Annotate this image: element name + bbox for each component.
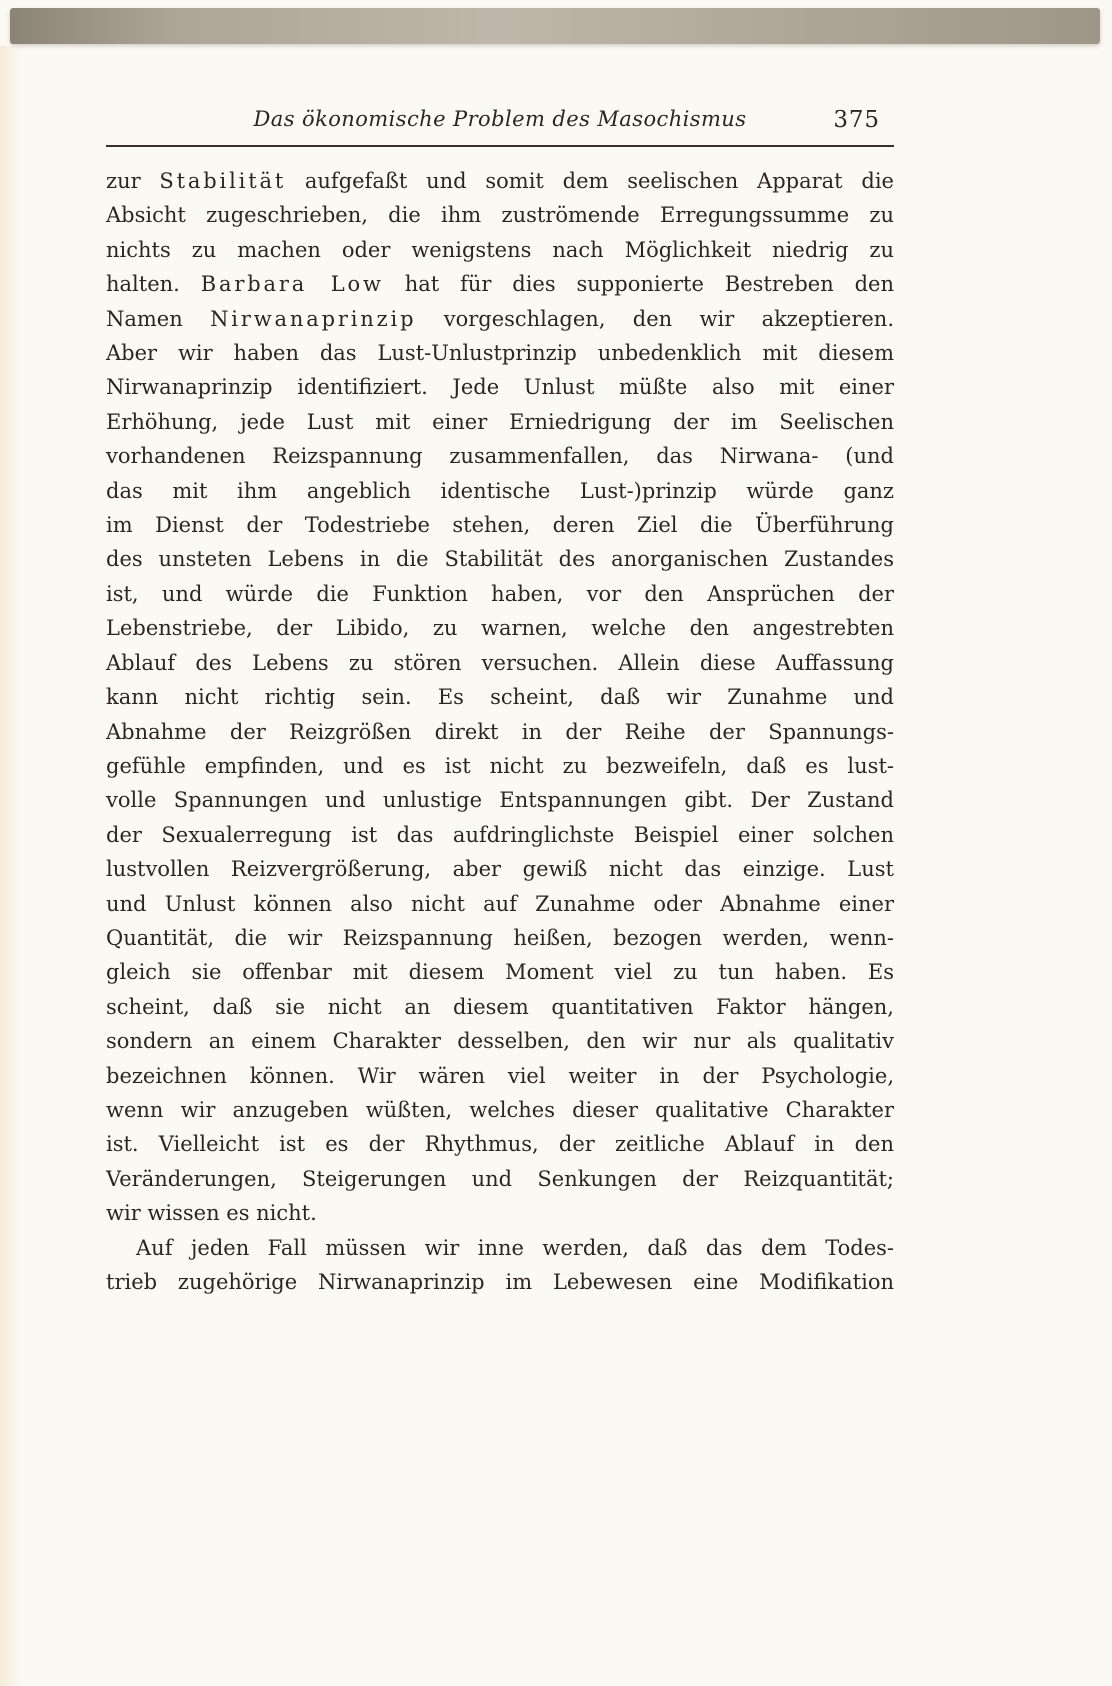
text-line: Abnahme der Reizgrößen direkt in der Reihe der Spannungs- bbox=[106, 719, 894, 744]
page-content bbox=[106, 0, 894, 1299]
text-line: Aber wir haben das Lust-Unlustprinzip unbedenklich mit diesem bbox=[106, 341, 894, 366]
page-number: 375 bbox=[833, 107, 880, 133]
emphasized-text: Barbara Low bbox=[200, 272, 384, 297]
text-line: Ablauf des Lebens zu stören versuchen. Allein diese Auffassung bbox=[106, 650, 894, 675]
text-line: sondern an einem Charakter desselben, den wir nur als qualitativ bbox=[106, 1029, 894, 1054]
text-line: Namen Nirwanaprinzip vorgeschlagen, den wir akzeptieren. bbox=[106, 306, 894, 331]
body-text bbox=[106, 164, 894, 1299]
emphasized-text: Nirwanaprinzip bbox=[210, 306, 417, 331]
text-line: volle Spannungen und unlustige Entspannungen gibt. Der Zustand bbox=[106, 788, 894, 813]
text-line: wir wissen es nicht. bbox=[106, 1201, 317, 1226]
text-line: kann nicht richtig sein. Es scheint, daß wir Zunahme und bbox=[106, 685, 894, 710]
text-line: ist, und würde die Funktion haben, vor den Ansprüchen der bbox=[106, 581, 894, 606]
text-line: Auf jeden Fall müssen wir inne werden, daß das dem Todes- bbox=[136, 1235, 894, 1260]
text-line: Quantität, die wir Reizspannung heißen, bezogen werden, wenn- bbox=[106, 925, 894, 950]
text-line: ist. Vielleicht ist es der Rhythmus, der zeitliche Ablauf in den bbox=[106, 1132, 894, 1157]
text-line: wenn wir anzugeben wüßten, welches dieser qualitative Charakter bbox=[106, 1097, 894, 1122]
text-line: gleich sie offenbar mit diesem Moment viel zu tun haben. Es bbox=[106, 960, 894, 985]
text-line: scheint, daß sie nicht an diesem quantitativen Faktor hängen, bbox=[106, 994, 894, 1019]
page-edge-shading bbox=[0, 46, 22, 1686]
text-line: Nirwanaprinzip identifiziert. Jede Unlust müßte also mit einer bbox=[106, 375, 894, 400]
text-line: Absicht zugeschrieben, die ihm zuströmende Erregungssumme zu bbox=[106, 203, 894, 228]
running-header bbox=[106, 104, 894, 147]
text-line: nichts zu machen oder wenigstens nach Möglichkeit niedrig zu bbox=[106, 237, 894, 262]
text-line: Veränderungen, Steigerungen und Senkungen der Reizquantität; bbox=[106, 1166, 894, 1191]
text-line: gefühle empfinden, und es ist nicht zu bezweifeln, daß es lust- bbox=[106, 753, 894, 778]
text-line: des unsteten Lebens in die Stabilität des anorganischen Zustandes bbox=[106, 547, 894, 572]
text-line: lustvollen Reizvergrößerung, aber gewiß nicht das einzige. Lust bbox=[106, 857, 894, 882]
emphasized-text: Stabilität bbox=[159, 169, 287, 193]
text-line: das mit ihm angeblich identische Lust-)prinzip würde ganz bbox=[106, 478, 894, 503]
text-line: Erhöhung, jede Lust mit einer Erniedrigung der im Seelischen bbox=[106, 409, 894, 434]
text-line: trieb zugehörige Nirwanaprinzip im Lebewesen eine Modifikation bbox=[106, 1270, 894, 1294]
text-line: bezeichnen können. Wir wären viel weiter in der Psychologie, bbox=[106, 1063, 894, 1088]
text-line: vorhandenen Reizspannung zusammenfallen, das Nirwana- (und bbox=[106, 444, 894, 469]
running-title: Das ökonomische Problem des Masochismus bbox=[253, 107, 747, 131]
text-line: der Sexualerregung ist das aufdringlichste Beispiel einer solchen bbox=[106, 822, 894, 847]
text-line: im Dienst der Todestriebe stehen, deren Ziel die Überführung bbox=[106, 513, 894, 538]
text-line: und Unlust können also nicht auf Zunahme oder Abnahme einer bbox=[106, 891, 894, 916]
text-line: zur Stabilität aufgefaßt und somit dem seelischen Apparat die bbox=[106, 169, 894, 193]
text-line: halten. Barbara Low hat für dies supponierte Bestreben den bbox=[106, 272, 894, 297]
text-line: Lebenstriebe, der Libido, zu warnen, welche den angestrebten bbox=[106, 616, 894, 641]
